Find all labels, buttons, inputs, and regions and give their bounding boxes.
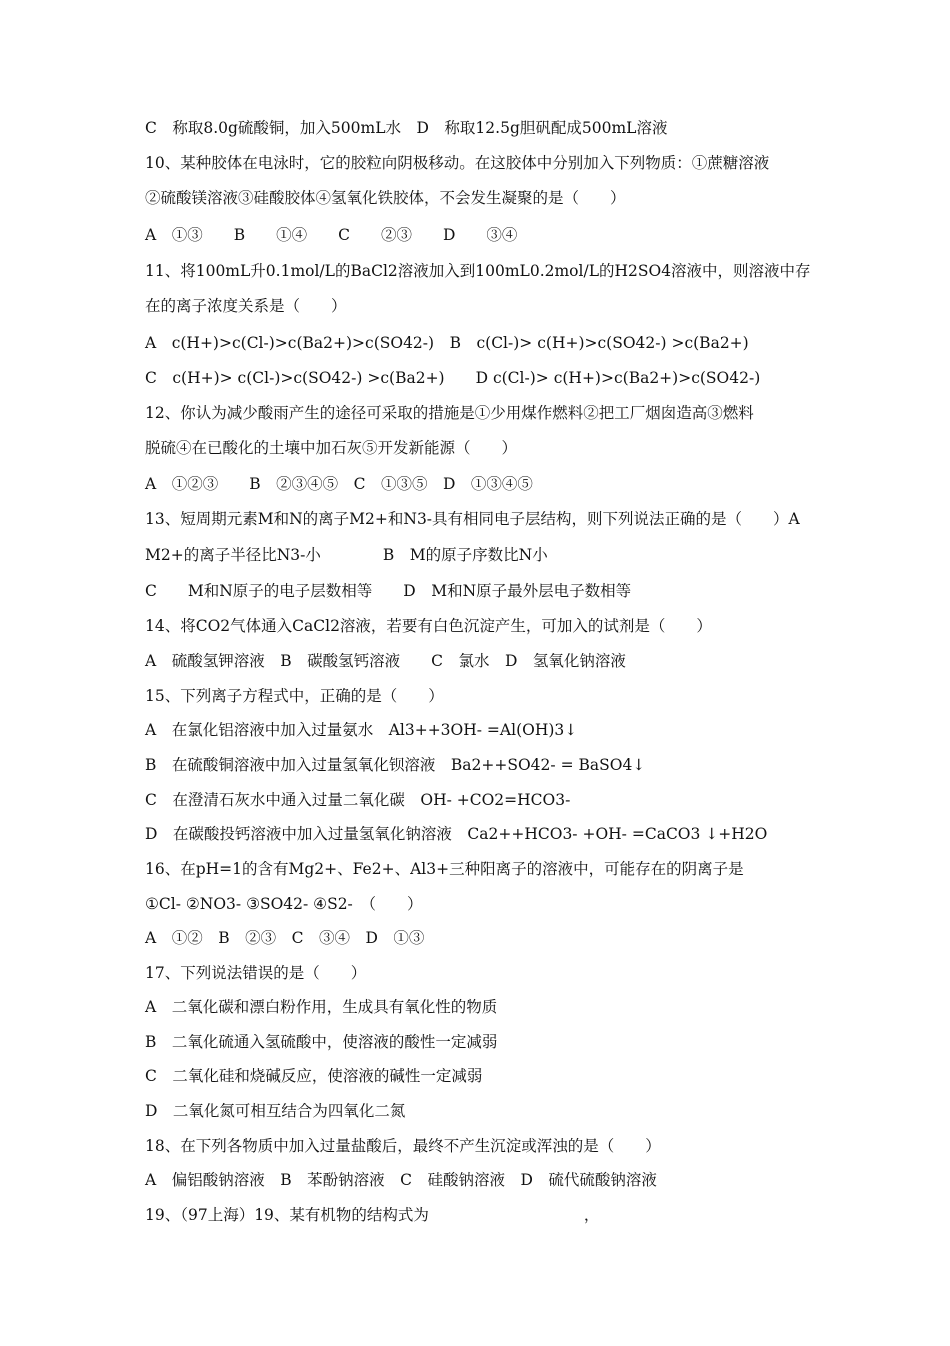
question-18-options: A 偏铝酸钠溶液 B 苯酚钠溶液 C 硅酸钠溶液 D 硫代硫酸钠溶液	[145, 1171, 657, 1189]
question-11-stem: 11、将100mL升0.1mol/L的BaCl2溶液加入到100mL0.2mol/L的H2SO4溶液中，则溶液中存	[145, 262, 811, 280]
question-11-options: C c(H+)> c(Cl-)>c(SO42-) >c(Ba2+) D c(Cl-)> c(H+)>c(Ba2+)>c(SO42-)	[145, 369, 761, 387]
question-16-options: A ①② B ②③ C ③④ D ①③	[145, 929, 425, 947]
question-13-options: C M和N原子的电子层数相等 D M和N原子最外层电子数相等	[145, 582, 632, 600]
question-12-stem: 12、你认为减少酸雨产生的途径可采取的措施是①少用煤作燃料②把工厂烟囱造高③燃料	[145, 404, 754, 422]
question-17-option-c: C 二氧化硅和烧碱反应，使溶液的碱性一定减弱	[145, 1067, 483, 1085]
question-18-stem: 18、在下列各物质中加入过量盐酸后，最终不产生沉淀或浑浊的是（ ）	[145, 1137, 661, 1155]
question-10-stem: 10、某种胶体在电泳时，它的胶粒向阴极移动。在这胶体中分别加入下列物质：①蔗糖溶液	[145, 154, 770, 172]
question-13-stem: 13、短周期元素M和N的离子M2+和N3-具有相同电子层结构，则下列说法正确的是（ ）A	[145, 510, 800, 528]
question-12-options: A ①②③ B ②③④⑤ C ①③⑤ D ①③④⑤	[145, 475, 533, 493]
question-15-option-c: C 在澄清石灰水中通入过量二氧化碳 OH- +CO2=HCO3-	[145, 791, 571, 809]
question-10-options: A ①③ B ①④ C ②③ D ③④	[145, 226, 518, 244]
question-17-stem: 17、下列说法错误的是（ ）	[145, 964, 367, 982]
question-15-option-d: D 在碳酸投钙溶液中加入过量氢氧化钠溶液 Ca2++HCO3- +OH- =CaCO3 ↓+H2O	[145, 825, 768, 843]
question-19-stem: 19、（97上海）19、某有机物的结构式为 ，	[145, 1206, 600, 1224]
question-14-stem: 14、将CO2气体通入CaCl2溶液，若要有白色沉淀产生，可加入的试剂是（ ）	[145, 617, 712, 635]
question-15-option-a: A 在氯化铝溶液中加入过量氨水 Al3++3OH- =Al(OH)3↓	[145, 721, 578, 739]
text-line: ②硫酸镁溶液③硅酸胶体④氢氧化铁胶体，不会发生凝聚的是（ ）	[145, 189, 626, 207]
text-line: 脱硫④在已酸化的土壤中加石灰⑤开发新能源（ ）	[145, 439, 518, 457]
question-17-option-d: D 二氧化氮可相互结合为四氧化二氮	[145, 1102, 406, 1120]
text-line: ①Cl- ②NO3- ③SO42- ④S2- （ ）	[145, 895, 423, 913]
question-16-stem: 16、在pH=1的含有Mg2+、Fe2+、Al3+三种阳离子的溶液中，可能存在的阴离子是	[145, 860, 744, 878]
question-17-option-b: B 二氧化硫通入氢硫酸中，使溶液的酸性一定减弱	[145, 1033, 498, 1051]
text-line: 在的离子浓度关系是（ ）	[145, 297, 347, 315]
question-17-option-a: A 二氧化碳和漂白粉作用，生成具有氧化性的物质	[145, 998, 498, 1016]
question-15-stem: 15、下列离子方程式中，正确的是（ ）	[145, 687, 444, 705]
question-14-options: A 硫酸氢钾溶液 B 碳酸氢钙溶液 C 氯水 D 氢氧化钠溶液	[145, 652, 626, 670]
text-line: C 称取8.0g硫酸铜，加入500mL水 D 称取12.5g胆矾配成500mL溶液	[145, 119, 668, 137]
question-15-option-b: B 在硫酸铜溶液中加入过量氢氧化钡溶液 Ba2++SO42- = BaSO4↓	[145, 756, 646, 774]
question-11-options: A c(H+)>c(Cl-)>c(Ba2+)>c(SO42-) B c(Cl-)> c(H+)>c(SO42-) >c(Ba2+)	[145, 334, 749, 352]
question-13-options: M2+的离子半径比N3-小 B M的原子序数比N小	[145, 546, 548, 564]
